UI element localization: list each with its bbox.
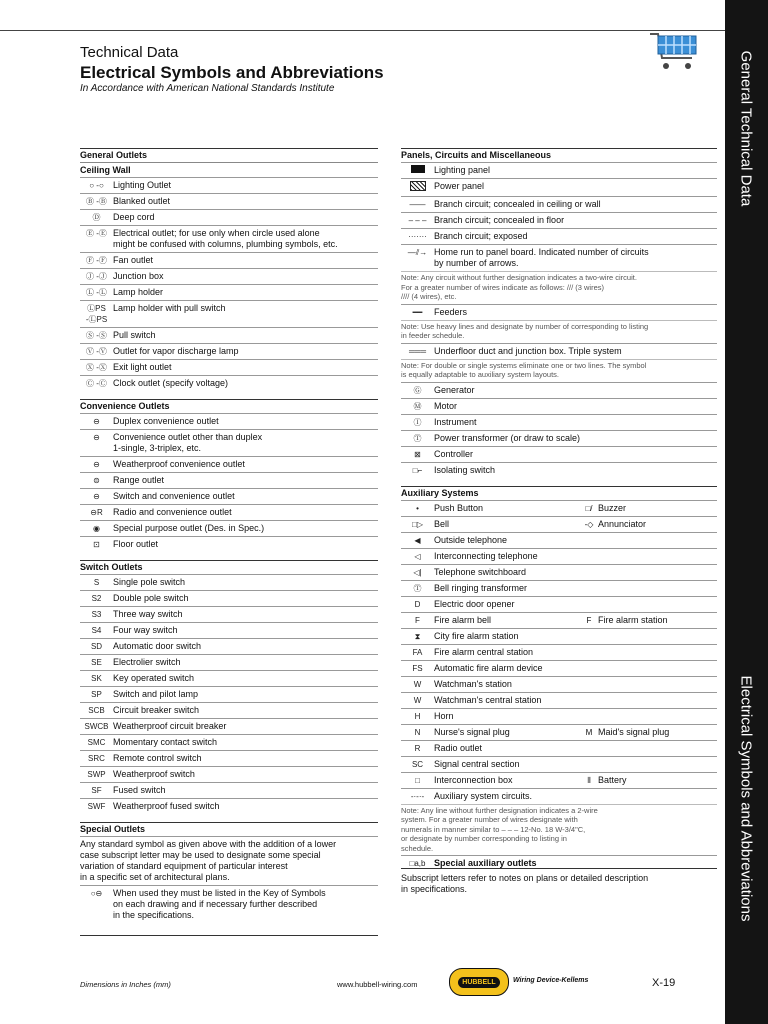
row-label: Fire alarm bell (434, 614, 492, 625)
row-label: Bell (434, 518, 450, 529)
symbol-icon: – – – (408, 216, 427, 225)
symbol-icon: F (586, 615, 592, 625)
row-label-2: Annunciator (598, 518, 647, 529)
row-label: Controller (434, 448, 474, 459)
list-item (80, 504, 378, 520)
list-item (80, 252, 378, 268)
special-outlets-note-row (80, 885, 378, 923)
list-item (80, 574, 378, 590)
symbol-icon: ⊖ (93, 433, 100, 442)
list-item (80, 718, 378, 734)
row-label: Momentary contact switch (113, 737, 218, 747)
sidebar-bottom-label: Electrical Symbols and Abbreviations (737, 675, 755, 922)
row-label: Signal central section (434, 758, 520, 769)
row-label: Lighting Outlet (113, 180, 172, 190)
list-item (80, 177, 378, 193)
row-label: Push Button (434, 502, 484, 513)
symbol-icon: S2 (91, 594, 102, 603)
symbol-icon: ○ -○ (89, 181, 104, 190)
symbol-icon: □▷ (412, 519, 423, 529)
symbol-icon: Ⓣ (413, 583, 422, 593)
list-item (401, 724, 717, 740)
row-label: Electric door opener (434, 598, 515, 609)
list-item (401, 178, 717, 196)
row-label: Horn (434, 710, 454, 721)
list-item (401, 446, 717, 462)
symbol-icon: Ⓢ -Ⓢ (86, 331, 107, 340)
symbol-icon: ◁| (413, 567, 422, 577)
list-item (401, 500, 717, 516)
category-label: Technical Data (80, 44, 179, 61)
list-item (80, 520, 378, 536)
symbol-icon: SWCB (84, 722, 109, 731)
list-item (401, 692, 717, 708)
row-label-2: Fire alarm station (598, 614, 668, 625)
row-label: Weatherproof switch (113, 769, 195, 779)
list-item (80, 606, 378, 622)
panels-note-2: Note: Use heavy lines and designate by number of corresponding to listing in feeder schedule. (401, 320, 717, 343)
row-label: Outside telephone (434, 534, 508, 545)
row-label: Electrolier switch (113, 657, 181, 667)
symbol-icon: ⊡ (93, 540, 100, 549)
row-label: Radio and convenience outlet (113, 507, 232, 517)
list-item (80, 702, 378, 718)
list-item (80, 429, 378, 456)
row-label: Switch and convenience outlet (113, 491, 235, 501)
auxiliary-systems-section (401, 486, 717, 898)
row-label: Exit light outlet (113, 362, 172, 372)
symbol-icon: SCB (88, 706, 105, 715)
general-outlets-section (80, 148, 378, 391)
list-item (80, 343, 378, 359)
list-item (401, 196, 717, 212)
list-item (80, 622, 378, 638)
section-title: Convenience Outlets (80, 401, 170, 411)
section-title: Auxiliary Systems (401, 487, 479, 498)
symbol-icon: S3 (91, 610, 102, 619)
list-item (80, 456, 378, 472)
row-label: Isolating switch (434, 464, 496, 475)
symbol-icon: ◁ (414, 551, 421, 561)
list-item (401, 304, 717, 320)
list-item (80, 268, 378, 284)
row-label: Weatherproof circuit breaker (113, 721, 227, 731)
auxiliary-note: Note: Any line without further designation indicates a 2-wire system. For a greater number of wires designate with numerals in manner similar to – – – 12-No. 18 W-3/4"C, or designate by number corresponding to listing in schedule. (401, 804, 717, 856)
shopping-cart-icon[interactable] (648, 26, 700, 74)
list-item (401, 548, 717, 564)
list-item (80, 193, 378, 209)
list-item (401, 564, 717, 580)
row-label: Lamp holder with pull switch (113, 303, 226, 313)
list-item (401, 343, 717, 359)
symbol-icon: Ⓖ (413, 385, 422, 395)
list-item (80, 766, 378, 782)
footer-brand: Wiring Device-Kellems (513, 977, 589, 984)
symbol-icon: Ⓔ -Ⓔ (86, 229, 107, 238)
list-item (80, 686, 378, 702)
row-label: Automatic fire alarm device (434, 662, 543, 673)
symbol-icon: SP (91, 690, 102, 699)
symbol-icon: FA (412, 647, 423, 657)
symbol-icon: SC (411, 759, 424, 769)
panels-note-3: Note: For double or single systems eliminate one or two lines. The symbol is equally adaptable to auxiliary system layouts. (401, 359, 717, 382)
list-item (401, 398, 717, 414)
page-number: X-19 (652, 977, 676, 989)
list-item (80, 284, 378, 300)
row-label: Automatic door switch (113, 641, 202, 651)
list-item (80, 638, 378, 654)
panels-section (401, 148, 717, 478)
switch-outlets-section (80, 560, 378, 814)
right-bottom-rule (401, 868, 717, 869)
underfloor-duct-symbol-icon: ═══ (408, 346, 426, 356)
list-item (80, 209, 378, 225)
row-label: Switch and pilot lamp (113, 689, 199, 699)
list-item (80, 782, 378, 798)
symbol-icon: Ⓜ (413, 401, 422, 411)
row-label: Branch circuit; concealed in floor (434, 215, 565, 225)
row-label: Floor outlet (113, 539, 159, 549)
symbol-icon: SMC (87, 738, 106, 747)
list-item (80, 590, 378, 606)
footer-url-link[interactable]: www.hubbell-wiring.com (337, 980, 418, 989)
list-item (401, 430, 717, 446)
row-label: Watchman's central station (434, 694, 542, 705)
symbol-icon: Ⓓ (92, 213, 101, 222)
list-item (401, 612, 717, 628)
symbol-icon: Ⓧ -Ⓧ (86, 363, 107, 372)
section-title: Special Outlets (80, 824, 146, 834)
row-label: Range outlet (113, 475, 165, 485)
top-rule (0, 30, 725, 31)
symbol-icon: Ⓑ -Ⓑ (86, 197, 107, 206)
row-label: Radio outlet (434, 742, 483, 753)
symbol-icon: SRC (88, 754, 105, 763)
list-item (80, 413, 378, 429)
list-item (401, 596, 717, 612)
row-label: Duplex convenience outlet (113, 416, 219, 426)
row-label: Clock outlet (specify voltage) (113, 378, 229, 388)
list-item (401, 212, 717, 228)
row-label: Fan outlet (113, 255, 154, 265)
symbol-icon: ⊖ (93, 492, 100, 501)
logo-text: HUBBELL (458, 977, 499, 988)
row-label: Single pole switch (113, 577, 186, 587)
left-column (80, 148, 378, 923)
symbol-icon: Ⓣ (413, 433, 422, 443)
list-item (80, 225, 378, 252)
row-label: Nurse's signal plug (434, 726, 510, 737)
list-item (401, 708, 717, 724)
row-label: Interconnection box (434, 774, 513, 785)
row-label: Telephone switchboard (434, 566, 527, 577)
list-item (80, 327, 378, 343)
row-label: Auxiliary system circuits. (434, 790, 533, 801)
left-bottom-rule (80, 935, 378, 936)
row-label: Branch circuit; concealed in ceiling or wall (434, 199, 601, 209)
symbol-icon: ······· (408, 232, 427, 241)
row-label: Weatherproof convenience outlet (113, 459, 245, 469)
special-outlet-symbol-icon: ○⊖ (90, 889, 103, 898)
row-label: Three way switch (113, 609, 183, 619)
symbol-icon: ⧗ (414, 631, 421, 641)
list-item (401, 580, 717, 596)
symbol-icon (401, 165, 434, 176)
list-item (401, 228, 717, 244)
special-outlets-note: When used they must be listed in the Key of Symbols on each drawing and if necessary further described in the specifications. (113, 888, 326, 920)
row-label: Interconnecting telephone (434, 550, 538, 561)
special-auxiliary-note: Subscript letters refer to notes on plans or detailed description in specifications. (401, 873, 649, 894)
hatched-panel-icon (410, 181, 426, 191)
list-item (401, 244, 717, 271)
row-label: Blanked outlet (113, 196, 171, 206)
list-item (401, 382, 717, 398)
symbol-icon: W (413, 695, 422, 705)
list-item (80, 798, 378, 814)
symbol-icon: —— (409, 200, 426, 209)
symbol-icon: SD (90, 642, 103, 651)
symbol-icon: FS (412, 663, 423, 673)
section-subtitle: Ceiling Wall (80, 162, 378, 177)
row-label: Electrical outlet; for use only when circle used alone might be confused with columns, plumbing symbols, etc. (113, 228, 338, 249)
symbol-icon: Ⓛ -Ⓛ (86, 288, 107, 297)
symbol-icon: -·-·- (410, 791, 425, 801)
row-label: Lamp holder (113, 287, 164, 297)
section-title: General Outlets (80, 150, 148, 160)
symbol-icon: W (413, 679, 422, 689)
section-title: Switch Outlets (80, 562, 143, 572)
page-title: Electrical Symbols and Abbreviations (80, 63, 384, 82)
symbol-icon: SK (91, 674, 102, 683)
symbol-icon (401, 181, 434, 194)
row-label: Fire alarm central station (434, 646, 534, 657)
list-item (401, 788, 717, 804)
feeders-symbol-icon: ━━ (412, 307, 423, 317)
list-item (80, 472, 378, 488)
symbol-icon: SE (91, 658, 102, 667)
row-label: Power panel (434, 181, 485, 191)
list-item (80, 359, 378, 375)
list-item (401, 162, 717, 178)
section-title: Panels, Circuits and Miscellaneous (401, 150, 552, 160)
row-label: Instrument (434, 416, 477, 427)
row-label: Special auxiliary outlets (434, 858, 537, 868)
list-item (401, 414, 717, 430)
symbol-icon: ⫴ (587, 775, 591, 785)
symbol-icon: ⊜ (93, 476, 100, 485)
symbol-icon: Ⓒ -Ⓒ (86, 379, 107, 388)
row-label: Outlet for vapor discharge lamp (113, 346, 239, 356)
row-label: Lighting panel (434, 165, 491, 175)
convenience-outlets-section (80, 399, 378, 552)
list-item (401, 516, 717, 532)
symbol-icon: ◉ (93, 524, 100, 533)
row-label: Underfloor duct and junction box. Triple system (434, 345, 622, 356)
symbol-icon: M (585, 727, 593, 737)
symbol-icon: S (93, 578, 100, 587)
row-label: Four way switch (113, 625, 178, 635)
list-item (401, 756, 717, 772)
symbol-icon: Ⓙ -Ⓙ (86, 272, 107, 281)
special-auxiliary-symbol-icon: □a,b (409, 859, 426, 868)
list-item (80, 654, 378, 670)
list-item (401, 772, 717, 788)
row-label: Power transformer (or draw to scale) (434, 432, 581, 443)
list-item (80, 734, 378, 750)
list-item (401, 676, 717, 692)
page-subtitle: In Accordance with American National Standards Institute (80, 83, 335, 94)
filled-panel-icon (411, 165, 425, 173)
list-item (401, 532, 717, 548)
symbol-icon: H (414, 711, 421, 721)
symbol-icon: SF (91, 786, 102, 795)
special-outlets-paragraph: Any standard symbol as given above with the addition of a lower case subscript letter may be used to designate some special variation of standard equipment of particular interest in a specific set of architectural plans. (80, 836, 378, 885)
row-label: Branch circuit; exposed (434, 231, 528, 241)
row-label-2: Buzzer (598, 502, 627, 513)
list-item (80, 670, 378, 686)
row-label: Generator (434, 384, 475, 395)
special-outlets-section (80, 822, 378, 923)
row-label-2: Maid's signal plug (598, 726, 670, 737)
symbol-icon: ⊖R (90, 508, 103, 517)
symbol-icon: F (415, 615, 420, 625)
list-item (401, 644, 717, 660)
row-label: Home run to panel board. Indicated number of circuits by number of arrows. (434, 247, 649, 268)
row-label: City fire alarm station (434, 630, 519, 641)
list-item (401, 462, 717, 478)
hubbell-logo (449, 968, 509, 996)
symbol-icon: SWF (87, 802, 106, 811)
row-label: Weatherproof fused switch (113, 801, 220, 811)
row-label: Special purpose outlet (Des. in Spec.) (113, 523, 265, 533)
symbol-icon: Ⓕ -Ⓕ (86, 256, 107, 265)
row-label: Remote control switch (113, 753, 202, 763)
symbol-icon: ⊖ (93, 460, 100, 469)
row-label: Circuit breaker switch (113, 705, 200, 715)
row-label: Fused switch (113, 785, 166, 795)
footer-dimensions: Dimensions in Inches (mm) (80, 980, 171, 989)
symbol-icon: □⌐ (412, 465, 423, 475)
list-item (80, 375, 378, 391)
symbol-icon: R (414, 743, 421, 753)
symbol-icon: • (416, 503, 419, 513)
list-item (401, 628, 717, 644)
row-label: Convenience outlet other than duplex 1-single, 3-triplex, etc. (113, 432, 263, 453)
list-item (80, 536, 378, 552)
row-label: Bell ringing transformer (434, 582, 528, 593)
sidebar-top-label: General Technical Data (737, 50, 755, 207)
list-item (80, 300, 378, 327)
row-label: Deep cord (113, 212, 155, 222)
symbol-icon: ◀ (414, 535, 421, 545)
list-item (80, 488, 378, 504)
symbol-icon: Ⓥ -Ⓥ (86, 347, 107, 356)
row-label: Watchman's station (434, 678, 512, 689)
symbol-icon: □ (415, 775, 420, 785)
row-label: Motor (434, 400, 458, 411)
row-label-2: Battery (598, 774, 627, 785)
symbol-icon: ⓁPS -ⓁPS (85, 304, 108, 324)
list-item (401, 740, 717, 756)
row-label: Double pole switch (113, 593, 189, 603)
row-label: Key operated switch (113, 673, 195, 683)
row-label: Junction box (113, 271, 164, 281)
symbol-icon: SWP (87, 770, 106, 779)
row-label: Feeders (434, 306, 468, 317)
row-label: Pull switch (113, 330, 156, 340)
list-item (401, 660, 717, 676)
list-item (80, 750, 378, 766)
symbol-icon: Ⓘ (413, 417, 422, 427)
symbol-icon: D (414, 599, 421, 609)
panels-note-1: Note: Any circuit without further designation indicates a two-wire circuit. For a greater number of wires indicate as follows: /// (3 wires) //// (4 wires), etc. (401, 271, 717, 304)
symbol-icon: N (414, 727, 421, 737)
symbol-icon: □/ (585, 503, 593, 513)
symbol-icon: ⊠ (414, 449, 421, 459)
symbol-icon: -◇ (584, 519, 594, 529)
symbol-icon: —⫽→ (407, 248, 428, 257)
symbol-icon: S4 (91, 626, 102, 635)
right-column (401, 148, 717, 897)
symbol-icon: ⊖ (93, 417, 100, 426)
